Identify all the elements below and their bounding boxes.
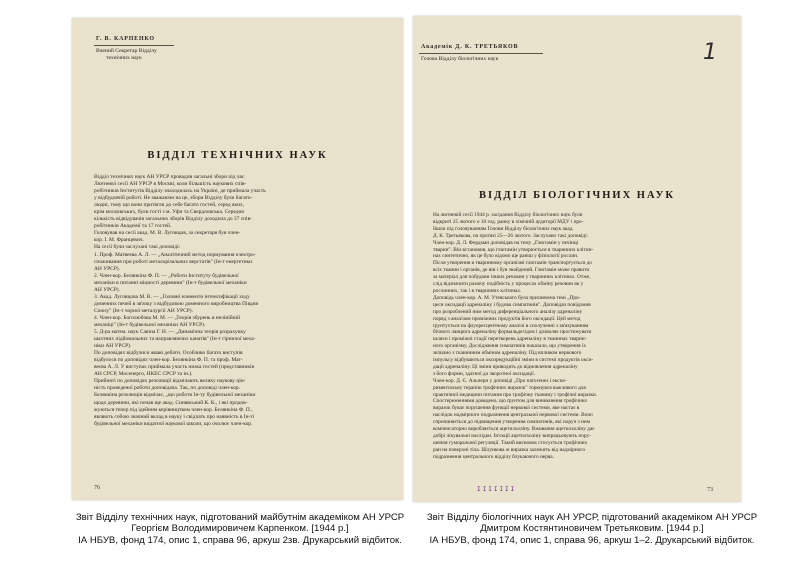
caption-line: ІА НБУВ, фонд 174, опис 1, справа 96, аркуш 1–2. Друкарський відбиток. — [429, 534, 755, 546]
body-line: поряд з аналізом проміжних продуктів його оксидації. Цей метод — [433, 315, 581, 322]
body-line: ґрунтується на флуоресцентному аналізі в сполученні з зв'язуванням — [433, 322, 589, 329]
body-line: робітників Академії та 17 гостей. — [94, 223, 172, 230]
body-line: АН УРСР). — [94, 286, 120, 293]
body-line: 3. Акад. Луговцова М. В. — „Головні елементи інтенсифікації ходу — [94, 293, 250, 300]
section-title: ВІДДІЛ БІОЛОГІЧНИХ НАУК — [479, 190, 675, 201]
body-line: шляхи і проміжні стадії перетворень адреналіну в тканинах тварин- — [433, 336, 587, 343]
caption-line: Дмитром Костянтиновичем Третьяковим. [1944 р.] — [480, 523, 704, 535]
body-line: механіки в питанні міцності деревини" (Ін-т будівельної механіки — [94, 279, 247, 286]
body-line: Спостереженнями доведено, що ґрунтом для виникнення трофічних — [433, 398, 588, 405]
section-title: ВІДДІЛ ТЕХНІЧНИХ НАУК — [147, 150, 328, 161]
caption-line: Звіт Відділу біологічних наук АН УРСР, підготований академіком АН УРСР — [426, 512, 758, 523]
body-line: 2. Член-кор. Белянкіна Ф. П. — „Роботи Інституту будівельної — [94, 272, 239, 279]
body-line: Член-кор. Д. Є. Альпери у доповіді „Про патогенез і експе- — [433, 377, 567, 384]
header-rule — [419, 53, 543, 54]
body-line: ність проведеної роботи доповідача. Так, по доповіді член-кор. — [94, 385, 240, 392]
body-line: кількість відвідувачів загальних зборів Відділу доходила до 37 спів- — [94, 216, 252, 223]
body-line: По доповідях відбулися жваві дебати. Особливо багато виступів — [94, 350, 243, 357]
body-line: подразнення центрального відділу блукаючого нерва. — [433, 453, 554, 460]
author-role: Голова Відділу біологічних наук — [421, 56, 499, 62]
body-line: ніки АН УРСР). — [94, 343, 132, 350]
report-body — [433, 212, 723, 461]
author-name: Г. В. КАРПЕНКО — [96, 36, 155, 42]
author-name: Академік Д. К. ТРЕТЬЯКОВ — [421, 44, 519, 50]
body-line: зв'язано з тканинним обміном адреналіну. Під впливом нервового — [433, 350, 582, 357]
body-line: ран на поверхні тіла. Шлункова ж виразка залежить від надмірного — [433, 446, 585, 453]
body-line: Відділ технічних наук АН УРСР провадив загальні збори під час — [94, 174, 245, 180]
body-line: тварин". Він встановив, що глютамін утворюється в тваринних клітин- — [433, 246, 594, 253]
body-line: нах синтетично, як це було відомо ще раніш у фізіології рослин. — [433, 253, 579, 260]
caption-line: ІА НБУВ, фонд 174, опис 1, справа 96, аркуш 2зв. Друкарський відбиток. — [78, 534, 402, 546]
body-line: ного організму. Досліджения симпатинів показало, що утворення їх — [433, 343, 586, 350]
author-role-line-1: Вчений Секретар Відділу — [96, 48, 157, 54]
body-line: кор. І. М. Францевич. — [94, 237, 144, 244]
body-line: дації адреналіну. Ці зміни приводять до відновлення адреналіну — [433, 363, 578, 370]
header-block — [96, 36, 155, 43]
body-line: шення гуморальної регуляції. Такий висновок стосується трофічних — [433, 439, 588, 446]
body-line: доменних печей в зв'язку з відбудовою доменного виробництва Півдня — [94, 300, 259, 307]
body-line: Доповідь член-кор. А. М. Утевського була присвячена темі „Про- — [433, 294, 581, 301]
body-line: механіці" (Ін-т будівельної механіки АН УРСР). — [94, 321, 206, 328]
body-line: АН СРСР, Мосенерго, НКЕС СРСР та ін.). — [94, 371, 193, 378]
body-line: добрі лікувальні наслідки. Ін'єкції ацетилхоліну випрацьовують пору- — [433, 433, 591, 439]
body-line: за матеріал для побудови інших речовин у тваринних клітинах. Отже, — [433, 274, 591, 281]
body-line: являють собою значний вклад в науку і свідчать про наявність в Ін-ті — [94, 413, 255, 420]
body-line: будівельної механіки видатної наукової школи, що очолює член-кор. — [94, 420, 253, 427]
body-line: На сесії були заслухані такі доповіді: — [94, 244, 181, 251]
body-line: робітників Інститутів Відділу знаходилась на Україні, де приймала участь — [94, 188, 266, 195]
body-line: риментальну терапію трофічних виразок" торкнувся важливого для — [433, 384, 586, 391]
caption-left — [40, 512, 440, 546]
author-role-line-2: технічних наук — [106, 54, 142, 61]
body-line: імпульсу відбуваються оксиредукційні зміни в системі продуктів окси- — [433, 357, 594, 364]
body-line: крім московських, були гості з м. Уфи та Свердловська. Середня — [94, 209, 244, 216]
body-line: 5. Д-ра матем. наук Савіна Г. Н. — „Динамічна теорія розрахунку — [94, 329, 246, 336]
body-line: компенсаторно виробляється ацетилхоліну. Вживання ацетилхоліну дає — [433, 426, 595, 433]
body-line: йшли під головуванням Голови Відділу біологічних наук акад. — [433, 225, 574, 232]
body-line: спричиняється до підвищення утворення симпатинів, які поруч з ним — [433, 419, 591, 426]
body-line: бічного ланцюга адреналіну формальдегідом і дозволяє простежувати — [433, 329, 592, 336]
header-role — [96, 48, 157, 61]
body-line: Після утворення в тваринному організмі глютамін транспортується до — [433, 260, 592, 267]
body-line: у відбудовчій роботі. Не зважаючи на це, збори Відділу були багато- — [94, 195, 253, 202]
body-line: про розроблений ним метод диференціального аналізу адреналіну — [433, 308, 583, 315]
body-line: На лютневій сесії 1944 р. засідання Відділу біологічних наук були — [433, 212, 583, 218]
archive-stamp-mark: IIIIIII — [477, 486, 517, 493]
body-line: Прийняті по доповідях резолюції відмічають велику наукову цін- — [94, 378, 246, 385]
document-page-biological-sciences — [413, 16, 741, 502]
body-line: веєва А. Л. У виступах приймала участь низка гостей (представників — [94, 364, 255, 371]
page-number: 76 — [94, 485, 100, 491]
caption-right — [392, 512, 792, 546]
body-line: Белянкіна резолюція відмічає, „що роботи Ін-ту будівельної механіки — [94, 392, 256, 399]
body-line: 4. Член-кор. Боголюбова М. М. — „Теорія збурень в нелінійній — [94, 314, 241, 321]
body-line: Лютневої сесії АН УРСР в Москві, коли більшість наукових спів- — [94, 181, 247, 188]
body-line: наслідок надмірного подразнення центральної нервової системи. Воно — [433, 412, 593, 419]
body-line: людні, тому що вони притягли до себе багато гостей, серед яких, — [94, 202, 245, 209]
header-rule — [94, 45, 174, 46]
body-line: 1. Проф. Матвеєва А. Л. — „Аналітичний метод нормування електро- — [94, 251, 256, 258]
page-number: 73 — [707, 487, 713, 493]
body-line: рослинних, так і в тваринних клітинах. — [433, 287, 522, 294]
body-line: споживання при роботі металорізальних верстатів" (Ін-т енергетики — [94, 258, 253, 265]
body-line: Д. К. Третьякова, на протязі 25—26 лютого. Заслухано такі доповіді: — [433, 232, 589, 239]
body-line: АН УРСР). — [94, 265, 120, 272]
body-line: всіх тканин і органів, де він і був знайдений. Глютамін може правити — [433, 267, 590, 274]
document-page-technical-sciences — [72, 18, 403, 500]
body-line: з його форми, здатної до зворотної оксидації. — [433, 370, 536, 377]
handwritten-folio-number: 1 — [703, 40, 717, 65]
caption-line: Звіт Відділу технічних наук, підготований майбутнім академіком АН УРСР — [75, 512, 405, 523]
body-line: цеси оксидації адреналіну і будова симпатинів". Доповідач повідомив — [433, 301, 591, 308]
header-role — [421, 56, 498, 63]
report-body — [94, 174, 384, 428]
body-line: слід відзначити разючу подібність у процесах обміну речовин як у — [433, 281, 584, 288]
caption-line: Георгієм Володимировичем Карпенком. [1944 р.] — [131, 523, 349, 535]
body-line: практичної медицини питання про трофічну тканину і трофічні виразки. — [433, 391, 598, 398]
body-line: відбулося по доповідях член-кор. Белянкіна Ф. П. та проф. Мат- — [94, 357, 243, 364]
body-line: щодо деревини, які почав ще акад. Синявський К. К., і які продов- — [94, 399, 248, 406]
header-block — [421, 44, 518, 51]
body-line: Член-кор. Д. Л. Фердман доповідав на тему „Глютамін у печінці — [433, 239, 579, 246]
body-line: відкриті 25 лютого о 10 год. ранку в хімічній аудиторії МДУ і про- — [433, 218, 584, 225]
body-line: Союзу" (Ін-т чорної металургії АН УРСР). — [94, 307, 193, 314]
body-line: Головував на сесії акад. М. В. Луговцов, за секретаря був член- — [94, 230, 241, 237]
body-line: шахтних підйомальних та направляючих канатів" (Ін-т гірничої меха- — [94, 336, 256, 343]
body-line: жуються тепер під ідейним керівництвом член-кор. Белянкіна Ф. П., — [94, 406, 253, 413]
body-line: виразок буває порушення функції нервової системи, яке настає в — [433, 405, 580, 412]
